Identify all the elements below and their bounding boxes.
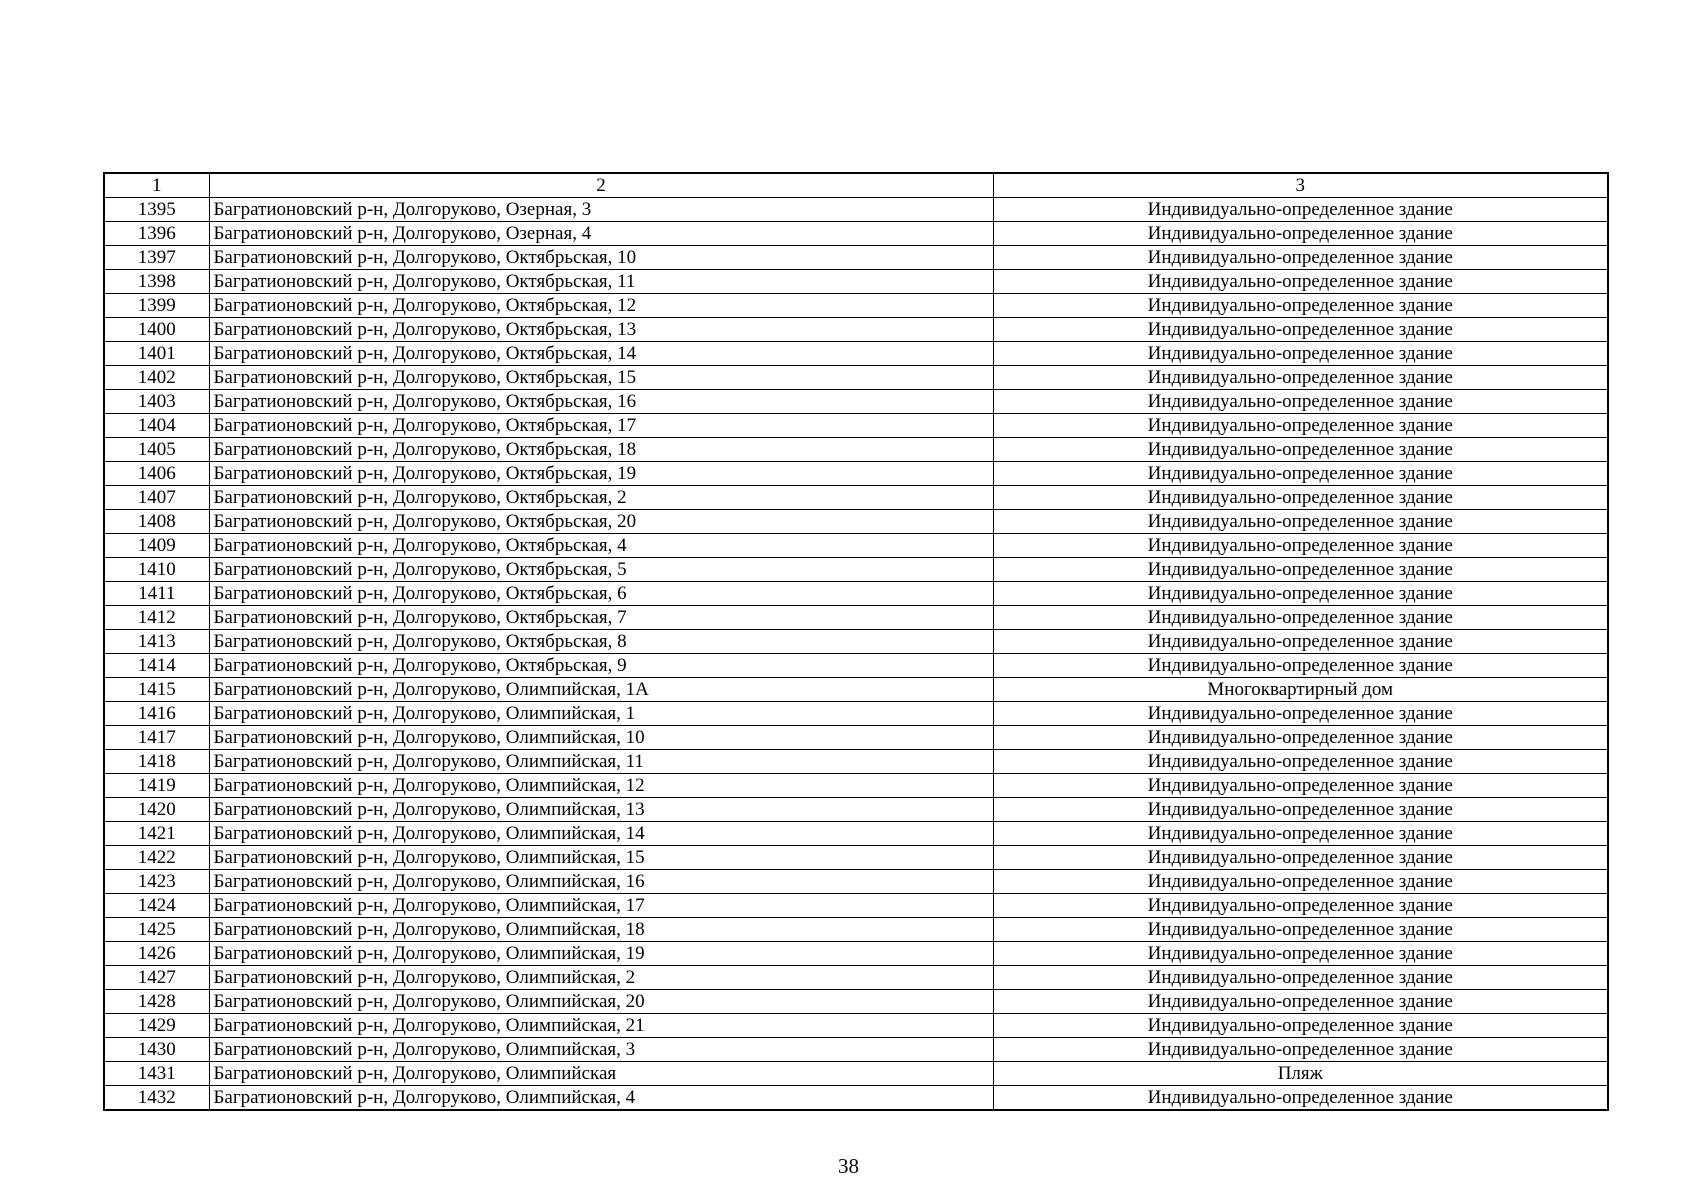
- table-row: [104, 750, 1608, 774]
- object-type-cell: Индивидуально-определенное здание: [993, 246, 1608, 270]
- object-type-cell: Индивидуально-определенное здание: [993, 966, 1608, 990]
- row-number-cell: 1403: [104, 390, 209, 414]
- address-cell: Багратионовский р-н, Долгоруково, Октябрьская, 9: [209, 654, 993, 678]
- row-number-cell: 1430: [104, 1038, 209, 1062]
- object-type-cell: Индивидуально-определенное здание: [993, 318, 1608, 342]
- address-cell: Багратионовский р-н, Долгоруково, Октябрьская, 7: [209, 606, 993, 630]
- address-cell: Багратионовский р-н, Долгоруково, Октябрьская, 17: [209, 414, 993, 438]
- row-number-cell: 1427: [104, 966, 209, 990]
- address-cell: Багратионовский р-н, Долгоруково, Октябрьская, 14: [209, 342, 993, 366]
- object-type-cell: Индивидуально-определенное здание: [993, 894, 1608, 918]
- address-cell: Багратионовский р-н, Долгоруково, Октябрьская, 4: [209, 534, 993, 558]
- address-cell: Багратионовский р-н, Долгоруково, Олимпийская, 17: [209, 894, 993, 918]
- row-number-cell: 1410: [104, 558, 209, 582]
- object-type-cell: Индивидуально-определенное здание: [993, 222, 1608, 246]
- row-number-cell: 1397: [104, 246, 209, 270]
- row-number-cell: 1422: [104, 846, 209, 870]
- table-body: [104, 173, 1608, 1110]
- object-type-cell: Индивидуально-определенное здание: [993, 798, 1608, 822]
- object-type-cell: Индивидуально-определенное здание: [993, 342, 1608, 366]
- object-type-cell: Индивидуально-определенное здание: [993, 702, 1608, 726]
- row-number-cell: 1429: [104, 1014, 209, 1038]
- row-number-cell: 1396: [104, 222, 209, 246]
- table-row: [104, 1086, 1608, 1111]
- address-cell: Багратионовский р-н, Долгоруково, Октябрьская, 5: [209, 558, 993, 582]
- table-row: [104, 918, 1608, 942]
- table-row: [104, 414, 1608, 438]
- object-type-cell: Индивидуально-определенное здание: [993, 534, 1608, 558]
- object-type-cell: Индивидуально-определенное здание: [993, 942, 1608, 966]
- table-row: [104, 534, 1608, 558]
- object-type-cell: Многоквартирный дом: [993, 678, 1608, 702]
- table-row: [104, 558, 1608, 582]
- table-row: [104, 366, 1608, 390]
- address-cell: Багратионовский р-н, Долгоруково, Олимпийская, 21: [209, 1014, 993, 1038]
- table-row: [104, 774, 1608, 798]
- table-row: [104, 702, 1608, 726]
- address-cell: Багратионовский р-н, Долгоруково, Олимпийская, 2: [209, 966, 993, 990]
- object-type-cell: Индивидуально-определенное здание: [993, 654, 1608, 678]
- row-number-cell: 1413: [104, 630, 209, 654]
- object-type-cell: Индивидуально-определенное здание: [993, 558, 1608, 582]
- object-type-cell: Индивидуально-определенное здание: [993, 774, 1608, 798]
- table-row: [104, 1014, 1608, 1038]
- row-number-cell: 1428: [104, 990, 209, 1014]
- address-cell: Багратионовский р-н, Долгоруково, Озерная, 4: [209, 222, 993, 246]
- row-number-cell: 1408: [104, 510, 209, 534]
- table-row: [104, 462, 1608, 486]
- object-type-cell: Индивидуально-определенное здание: [993, 390, 1608, 414]
- object-type-cell: Пляж: [993, 1062, 1608, 1086]
- table-header-row: [104, 173, 1608, 198]
- address-cell: Багратионовский р-н, Долгоруково, Октябрьская, 19: [209, 462, 993, 486]
- table-row: [104, 486, 1608, 510]
- address-cell: Багратионовский р-н, Долгоруково, Олимпийская, 1: [209, 702, 993, 726]
- table-row: [104, 438, 1608, 462]
- table-row: [104, 654, 1608, 678]
- object-type-cell: Индивидуально-определенное здание: [993, 414, 1608, 438]
- address-cell: Багратионовский р-н, Долгоруково, Олимпийская: [209, 1062, 993, 1086]
- row-number-cell: 1426: [104, 942, 209, 966]
- object-type-cell: Индивидуально-определенное здание: [993, 1014, 1608, 1038]
- address-register-table: [103, 172, 1609, 1111]
- header-cell-1: 1: [104, 173, 209, 198]
- row-number-cell: 1421: [104, 822, 209, 846]
- address-cell: Багратионовский р-н, Долгоруково, Олимпийская, 13: [209, 798, 993, 822]
- object-type-cell: Индивидуально-определенное здание: [993, 726, 1608, 750]
- table-row: [104, 246, 1608, 270]
- header-cell-2: 2: [209, 173, 993, 198]
- table-row: [104, 630, 1608, 654]
- address-cell: Багратионовский р-н, Долгоруково, Октябрьская, 6: [209, 582, 993, 606]
- object-type-cell: Индивидуально-определенное здание: [993, 870, 1608, 894]
- object-type-cell: Индивидуально-определенное здание: [993, 486, 1608, 510]
- row-number-cell: 1406: [104, 462, 209, 486]
- row-number-cell: 1402: [104, 366, 209, 390]
- table-row: [104, 390, 1608, 414]
- table-row: [104, 990, 1608, 1014]
- object-type-cell: Индивидуально-определенное здание: [993, 918, 1608, 942]
- address-cell: Багратионовский р-н, Долгоруково, Олимпийская, 12: [209, 774, 993, 798]
- object-type-cell: Индивидуально-определенное здание: [993, 366, 1608, 390]
- object-type-cell: Индивидуально-определенное здание: [993, 846, 1608, 870]
- table-row: [104, 678, 1608, 702]
- address-cell: Багратионовский р-н, Долгоруково, Олимпийская, 20: [209, 990, 993, 1014]
- address-cell: Багратионовский р-н, Долгоруково, Олимпийская, 11: [209, 750, 993, 774]
- address-cell: Багратионовский р-н, Долгоруково, Октябрьская, 12: [209, 294, 993, 318]
- row-number-cell: 1424: [104, 894, 209, 918]
- address-cell: Багратионовский р-н, Долгоруково, Октябрьская, 11: [209, 270, 993, 294]
- table-row: [104, 606, 1608, 630]
- address-cell: Багратионовский р-н, Долгоруково, Октябрьская, 10: [209, 246, 993, 270]
- row-number-cell: 1417: [104, 726, 209, 750]
- table-row: [104, 342, 1608, 366]
- row-number-cell: 1420: [104, 798, 209, 822]
- object-type-cell: Индивидуально-определенное здание: [993, 270, 1608, 294]
- table-row: [104, 822, 1608, 846]
- address-cell: Багратионовский р-н, Долгоруково, Октябрьская, 20: [209, 510, 993, 534]
- object-type-cell: Индивидуально-определенное здание: [993, 462, 1608, 486]
- table-row: [104, 966, 1608, 990]
- table-row: [104, 942, 1608, 966]
- table-row: [104, 510, 1608, 534]
- table-row: [104, 222, 1608, 246]
- address-cell: Багратионовский р-н, Долгоруково, Озерная, 3: [209, 198, 993, 222]
- row-number-cell: 1412: [104, 606, 209, 630]
- object-type-cell: Индивидуально-определенное здание: [993, 750, 1608, 774]
- header-cell-3: 3: [993, 173, 1608, 198]
- address-cell: Багратионовский р-н, Долгоруково, Октябрьская, 13: [209, 318, 993, 342]
- row-number-cell: 1425: [104, 918, 209, 942]
- address-cell: Багратионовский р-н, Долгоруково, Олимпийская, 19: [209, 942, 993, 966]
- object-type-cell: Индивидуально-определенное здание: [993, 606, 1608, 630]
- table-row: [104, 846, 1608, 870]
- table-row: [104, 318, 1608, 342]
- object-type-cell: Индивидуально-определенное здание: [993, 990, 1608, 1014]
- object-type-cell: Индивидуально-определенное здание: [993, 822, 1608, 846]
- address-cell: Багратионовский р-н, Долгоруково, Олимпийская, 4: [209, 1086, 993, 1111]
- row-number-cell: 1395: [104, 198, 209, 222]
- row-number-cell: 1423: [104, 870, 209, 894]
- row-number-cell: 1404: [104, 414, 209, 438]
- row-number-cell: 1398: [104, 270, 209, 294]
- object-type-cell: Индивидуально-определенное здание: [993, 1086, 1608, 1111]
- object-type-cell: Индивидуально-определенное здание: [993, 630, 1608, 654]
- row-number-cell: 1399: [104, 294, 209, 318]
- table-row: [104, 798, 1608, 822]
- table-row: [104, 198, 1608, 222]
- address-cell: Багратионовский р-н, Долгоруково, Олимпийская, 15: [209, 846, 993, 870]
- address-cell: Багратионовский р-н, Долгоруково, Олимпийская, 3: [209, 1038, 993, 1062]
- address-cell: Багратионовский р-н, Долгоруково, Октябрьская, 15: [209, 366, 993, 390]
- row-number-cell: 1419: [104, 774, 209, 798]
- table-row: [104, 870, 1608, 894]
- row-number-cell: 1416: [104, 702, 209, 726]
- object-type-cell: Индивидуально-определенное здание: [993, 198, 1608, 222]
- row-number-cell: 1411: [104, 582, 209, 606]
- address-cell: Багратионовский р-н, Долгоруково, Октябрьская, 8: [209, 630, 993, 654]
- object-type-cell: Индивидуально-определенное здание: [993, 1038, 1608, 1062]
- address-cell: Багратионовский р-н, Долгоруково, Олимпийская, 18: [209, 918, 993, 942]
- address-cell: Багратионовский р-н, Долгоруково, Олимпийская, 10: [209, 726, 993, 750]
- table-row: [104, 582, 1608, 606]
- row-number-cell: 1414: [104, 654, 209, 678]
- address-cell: Багратионовский р-н, Долгоруково, Октябрьская, 2: [209, 486, 993, 510]
- address-cell: Багратионовский р-н, Долгоруково, Октябрьская, 16: [209, 390, 993, 414]
- object-type-cell: Индивидуально-определенное здание: [993, 438, 1608, 462]
- page-number: 38: [838, 1154, 859, 1178]
- table-row: [104, 894, 1608, 918]
- row-number-cell: 1400: [104, 318, 209, 342]
- address-cell: Багратионовский р-н, Долгоруково, Олимпийская, 16: [209, 870, 993, 894]
- table-row: [104, 270, 1608, 294]
- object-type-cell: Индивидуально-определенное здание: [993, 510, 1608, 534]
- object-type-cell: Индивидуально-определенное здание: [993, 294, 1608, 318]
- object-type-cell: Индивидуально-определенное здание: [993, 582, 1608, 606]
- address-cell: Багратионовский р-н, Долгоруково, Олимпийская, 1А: [209, 678, 993, 702]
- table-row: [104, 1062, 1608, 1086]
- row-number-cell: 1401: [104, 342, 209, 366]
- row-number-cell: 1405: [104, 438, 209, 462]
- address-cell: Багратионовский р-н, Долгоруково, Олимпийская, 14: [209, 822, 993, 846]
- row-number-cell: 1409: [104, 534, 209, 558]
- table-row: [104, 726, 1608, 750]
- row-number-cell: 1432: [104, 1086, 209, 1111]
- table-row: [104, 294, 1608, 318]
- address-cell: Багратионовский р-н, Долгоруково, Октябрьская, 18: [209, 438, 993, 462]
- row-number-cell: 1418: [104, 750, 209, 774]
- row-number-cell: 1431: [104, 1062, 209, 1086]
- row-number-cell: 1407: [104, 486, 209, 510]
- row-number-cell: 1415: [104, 678, 209, 702]
- table-row: [104, 1038, 1608, 1062]
